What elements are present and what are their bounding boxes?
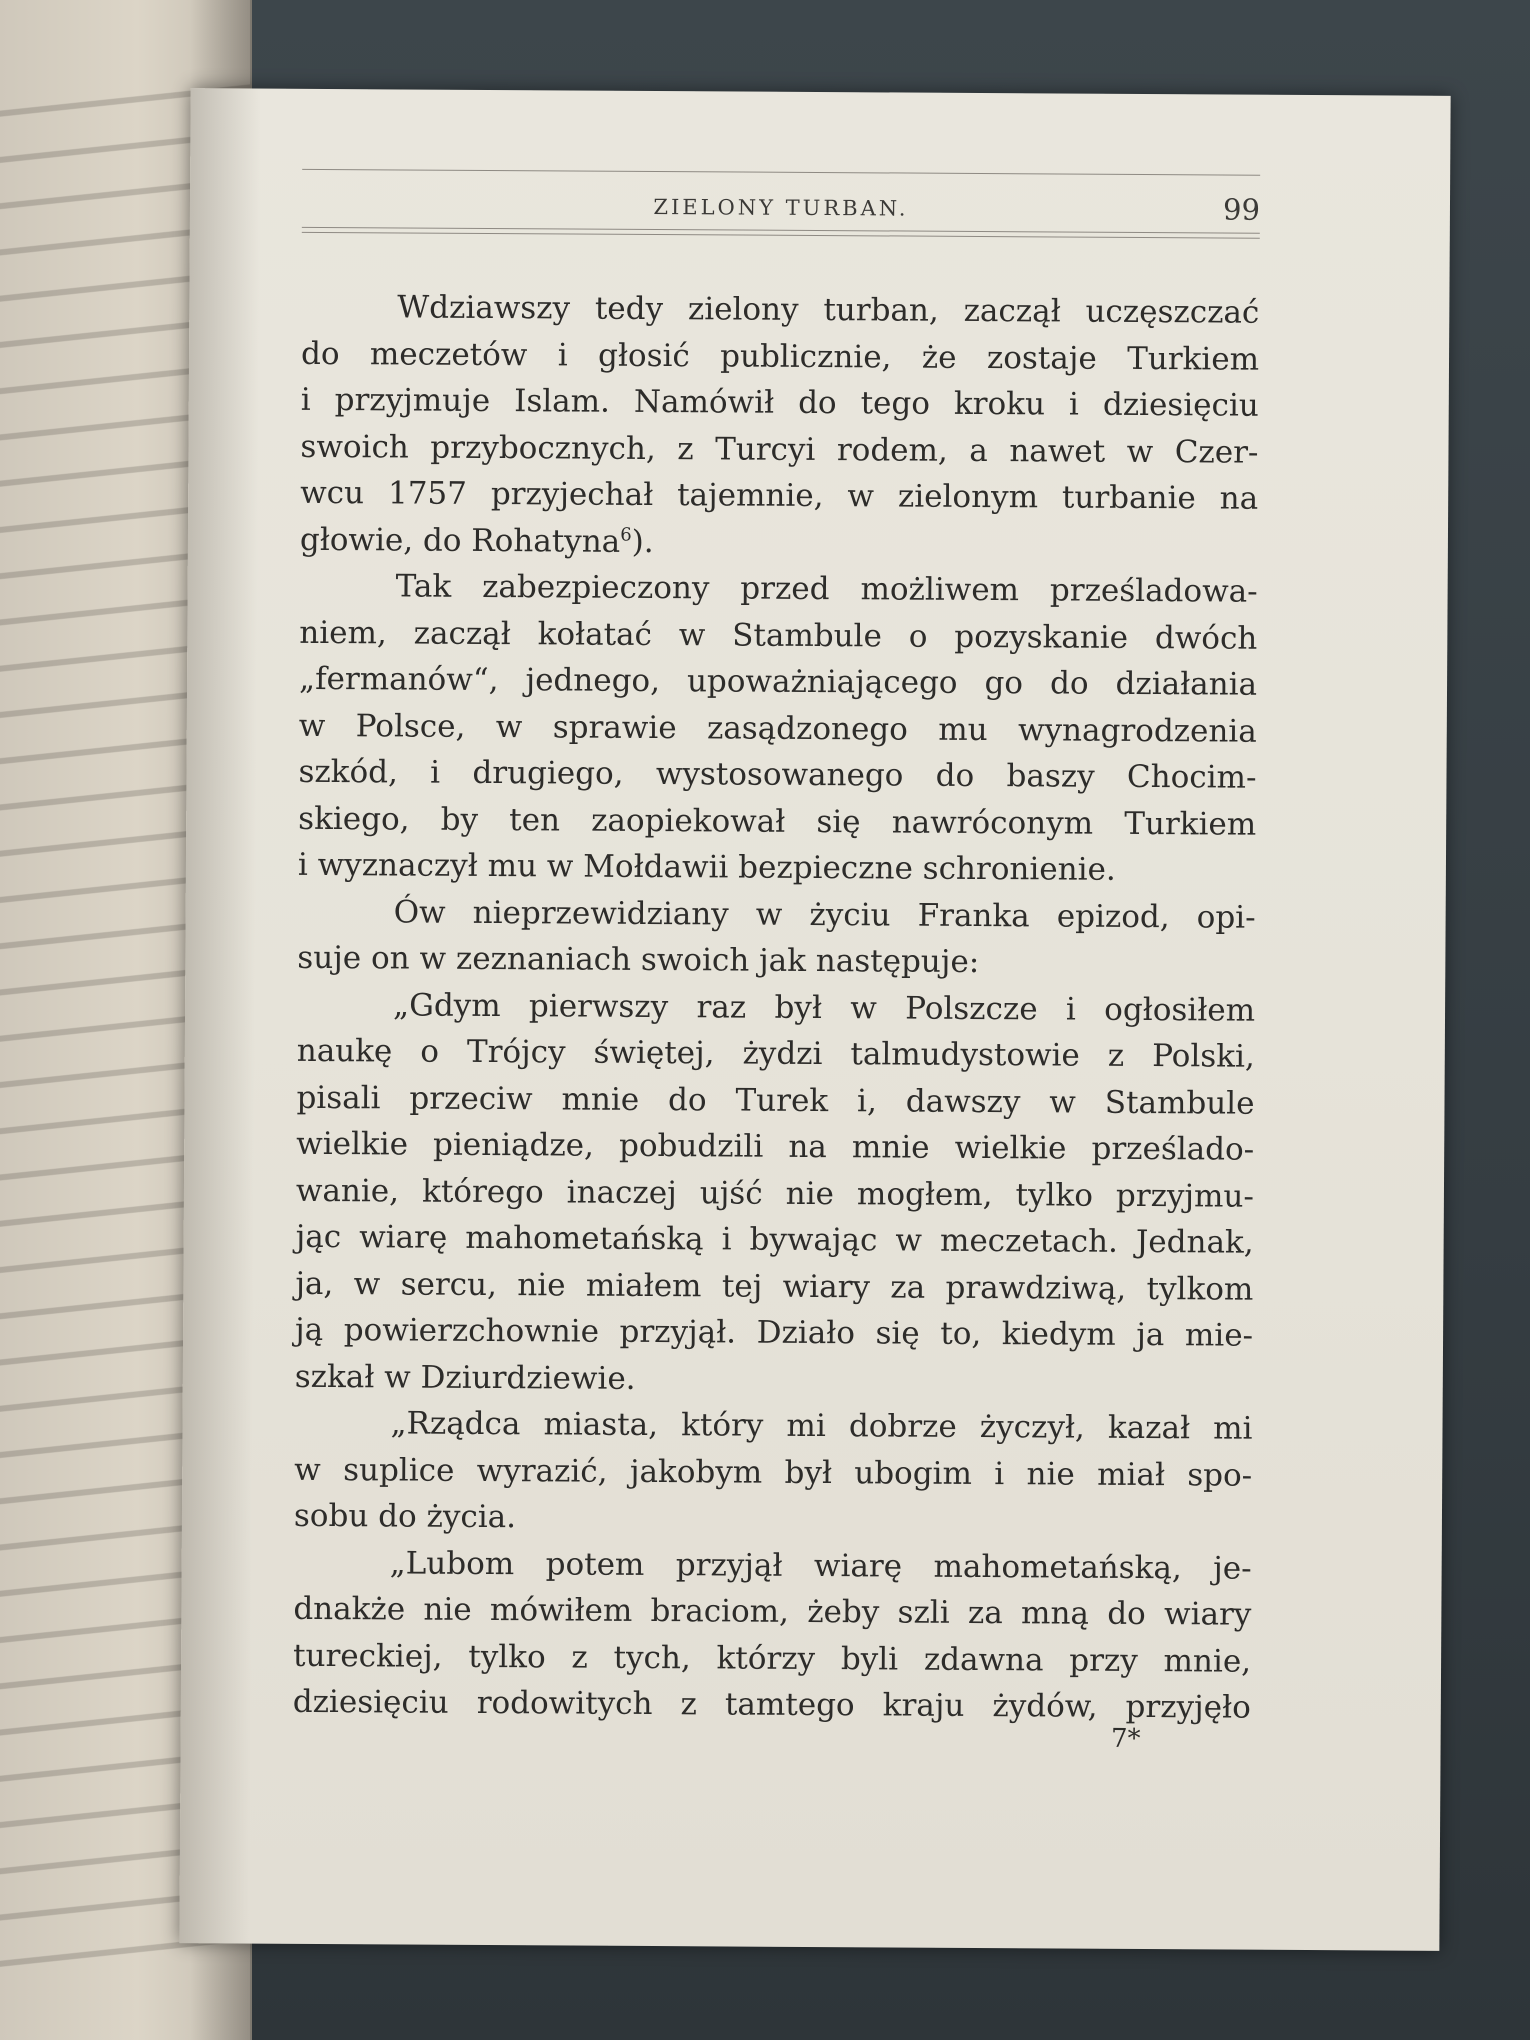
text-line: [301, 284, 1259, 336]
text-line: [300, 516, 1258, 568]
text-line-content: naukę o Trójcy świętej, żydzi talmudystowie z Polski,: [296, 1032, 1255, 1075]
text-line: [295, 1307, 1253, 1359]
text-line-content: szkał w Dziurdziewie.: [294, 1358, 636, 1397]
text-line: [293, 1632, 1251, 1684]
page-number: 99: [1222, 192, 1261, 227]
text-line-content: w suplice wyrazić, jakobym był ubogim i nie miał spo-: [294, 1451, 1253, 1494]
text-line: [296, 1214, 1254, 1266]
text-line: [294, 1493, 1252, 1545]
text-line-tail: ).: [631, 523, 654, 560]
text-line: [296, 1167, 1254, 1219]
text-line-content: ja, w sercu, nie miałem tej wiary za prawdziwą, tylkom: [295, 1265, 1254, 1308]
footnote-ref: 6: [620, 523, 632, 546]
text-line: [298, 842, 1256, 894]
text-line-content: „fermanów“, jednego, upoważniającego go do działania: [298, 660, 1258, 703]
text-line: [300, 470, 1258, 522]
text-line: [299, 702, 1257, 754]
text-line-content: pisali przeciw mnie do Turek i, dawszy w Stambule: [296, 1079, 1255, 1122]
text-line: [298, 888, 1256, 940]
text-line: [298, 795, 1256, 847]
text-line: [299, 656, 1257, 708]
header-rule-top: [302, 169, 1260, 176]
text-line-content: Tak zabezpieczony przed możliwem prześladowa-: [395, 568, 1258, 610]
text-line-content: głowie, do Rohatyna: [299, 521, 621, 560]
text-line-content: skiego, by ten zaopiekował się nawróconym Turkiem: [298, 800, 1257, 843]
text-line-content: wanie, którego inaczej ujść nie mogłem, tylko przyjmu-: [295, 1172, 1255, 1215]
text-line: [296, 1074, 1254, 1126]
text-line: [299, 609, 1257, 661]
text-line: [301, 377, 1259, 429]
text-line: [301, 330, 1259, 382]
text-line-content: swoich przybocznych, z Turcyi rodem, a nawet w Czer-: [300, 428, 1259, 471]
text-line: [294, 1446, 1252, 1498]
text-line: [294, 1400, 1252, 1452]
text-line: [298, 749, 1256, 801]
text-line: [295, 1353, 1253, 1405]
text-line-content: do meczetów i głosić publicznie, że zostaje Turkiem: [300, 335, 1260, 378]
page-gutter-shade: [179, 88, 260, 1943]
text-line-content: jąc wiarę mahometańską i bywając w meczetach. Jednak,: [295, 1218, 1254, 1261]
text-line: [299, 563, 1257, 615]
text-line-content: „Gdym pierwszy raz był w Polszcze i ogłosiłem: [392, 986, 1256, 1029]
text-line-content: Wdziawszy tedy zielony turban, zaczął uczęszczać: [397, 289, 1260, 331]
text-line: [297, 935, 1255, 987]
body-text: [293, 284, 1260, 1731]
book-page: [179, 88, 1450, 1951]
text-line: [293, 1586, 1251, 1638]
signature-mark: 7*: [1110, 1723, 1141, 1755]
text-line: [294, 1539, 1252, 1591]
text-line-content: Ów nieprzewidziany w życiu Franka epizod, opi-: [393, 893, 1256, 936]
text-line-content: „Lubom potem przyjął wiarę mahometańską, je-: [389, 1544, 1252, 1587]
text-line-content: niem, zaczął kołatać w Stambule o pozyskanie dwóch: [299, 614, 1258, 657]
running-title: ZIELONY TURBAN.: [653, 194, 909, 221]
text-line-content: dziesięciu rodowitych z tamtego kraju żydów, przyjęło: [292, 1683, 1251, 1726]
text-line-content: „Rządca miasta, który mi dobrze życzył, kazał mi: [390, 1405, 1253, 1447]
text-line-content: i wyznaczył mu w Mołdawii bezpieczne schronienie.: [297, 846, 1116, 888]
text-line-content: sobu do życia.: [293, 1497, 517, 1536]
text-line: [297, 1028, 1255, 1080]
text-line-content: suje on w zeznaniach swoich jak następuje:: [297, 939, 980, 981]
text-line-content: wcu 1757 przyjechał tajemnie, w zielonym turbanie na: [300, 474, 1259, 517]
text-line: [296, 1121, 1254, 1173]
text-line-content: dnakże nie mówiłem braciom, żeby szli za mną do wiary: [293, 1590, 1252, 1633]
text-line: [295, 1260, 1253, 1312]
text-line-content: wielkie pieniądze, pobudzili na mnie wielkie prześlado-: [296, 1125, 1255, 1168]
text-line-content: w Polsce, w sprawie zasądzonego mu wynagrodzenia: [298, 707, 1257, 750]
text-line-content: ją powierzchownie przyjął. Działo się to, kiedym ja mie-: [294, 1311, 1254, 1354]
text-line-content: tureckiej, tylko z tych, którzy byli zdawna przy mnie,: [292, 1637, 1252, 1680]
text-line: [297, 981, 1255, 1033]
text-line: [300, 423, 1258, 475]
text-line-content: i przyjmuje Islam. Namówił do tego kroku i dziesięciu: [300, 381, 1259, 424]
text-line-content: szkód, i drugiego, wystosowanego do baszy Chocim-: [298, 753, 1257, 796]
